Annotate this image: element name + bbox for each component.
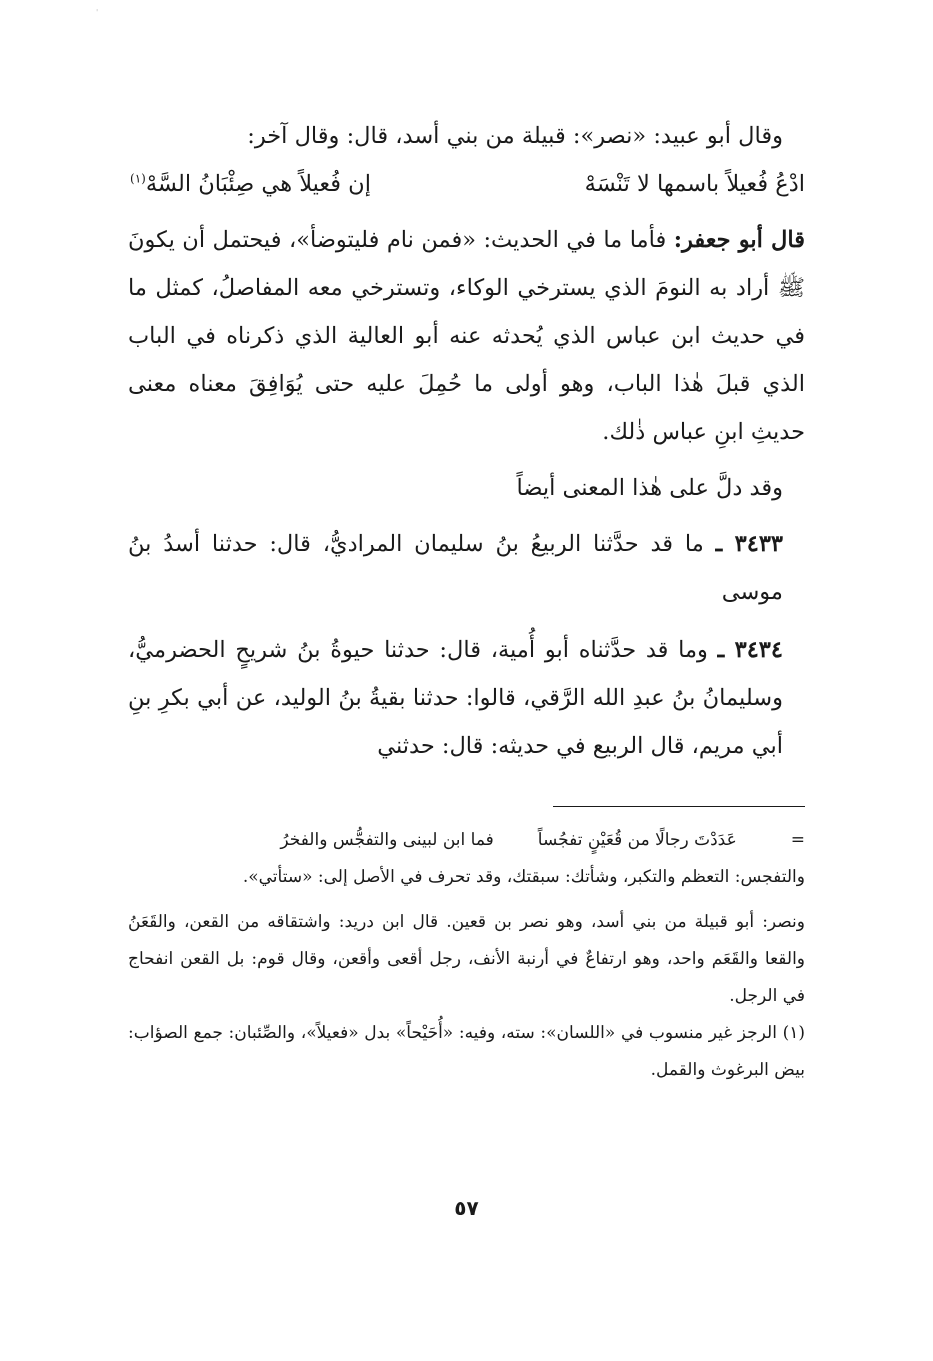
footnote-poem-left: فما ابن لبينى والتفجُّس والفخرُ [280,830,494,850]
main-text-block [128,112,805,770]
footnotes-block [128,822,805,1089]
footnote-poem-right: عَدَدْتَ رجالًا من قُعَيْنٍ تفجُساً [537,830,737,850]
poem-hemistich-left: إن فُعيلاً هي صِئْبَانُ السَّهْ$^{(١)}$ [130,171,371,197]
footnote-tafajjus: والتفجس: التعظم والتكبر، وشأتك: سبقتك، وقد تحرف في الأصل إلى: «ستأتي». [242,867,805,887]
poem-hemistich-right: ادْعُ فُعيلاً باسمها لا تَنْسَهْ [584,171,805,197]
paragraph-evidence: وقد دلَّ على هٰذا المعنى أيضاً [516,475,783,501]
speaker-lead: قال أبو جعفر: [673,227,805,253]
hadith-3433 [128,520,805,616]
paragraph-abu-ubaid: وقال أبو عبيد: «نصر»: قبيلة من بني أسد، قال: وقال آخر: [247,123,783,149]
footnote-poem [128,822,805,859]
hadith-number: ٣٤٣٣ ـ [715,531,783,557]
continuation-mark: = [790,830,805,850]
hadith-text: ما قد حدَّثنا الربيعُ بنُ سليمان المراديُّ، قال: حدثنا أسدُ بنُ موسى [128,531,783,605]
poem-verse [128,160,805,208]
footnote-nasr: ونصر: أبو قبيلة من بني أسد، وهو نصر بن قعين. قال ابن دريد: واشتقاقه من القعن، والقَعَنُ والقعا والقَعَم واحد، وهو ارتفاعٌ في أرنبة الأنف، رجل أقعى وأقعن، وقال قوم: بل القعن انفحاج في الرجل. [128,912,805,1006]
hadith-3434 [128,626,805,770]
hadith-text: وما قد حدَّثناه أبو أُمية، قال: حدثنا حيوةُ بنُ شريحٍ الحضرميُّ، وسليمانُ بنُ عبدِ الله الرَّقي، قالوا: حدثنا بقيةُ بنُ الوليد، عن أبي بكرِ بنِ أبي مريم، قال الربيع في حديثه: قال: حدثني [128,637,783,759]
paragraph-body: فأما ما في الحديث: «فمن نام فليتوضأ»، فيحتمل أن يكونَ ﷺ أراد به النومَ الذي يسترخي الوكاء، وتسترخي معه المفاصلُ، كمثل ما في حديث ابن عباس الذي يُحدثه عنه أبو العالية الذي ذكرناه في الباب الذي قبلَ هٰذا الباب، وهو أولى ما حُمِلَ عليه حتى يُوَافِقَ معناه معنى حديثِ ابنِ عباس ذٰلك. [128,227,805,445]
hadith-number: ٣٤٣٤ ـ [717,637,783,663]
footnote-divider [553,806,805,807]
footnote-ref: (١) [130,171,146,186]
scan-corner-mark: ' [96,8,99,17]
page-number: ٥٧ [454,1196,479,1220]
footnote-1: (١) الرجز غير منسوب في «اللسان»: سته، وفيه: «أُحَيْحاً» بدل «فعيلاً»، والصِّئبان: جمع الصؤاب: بيض البرغوث والقمل. [128,1023,805,1080]
paragraph-abu-jafar [128,216,805,456]
